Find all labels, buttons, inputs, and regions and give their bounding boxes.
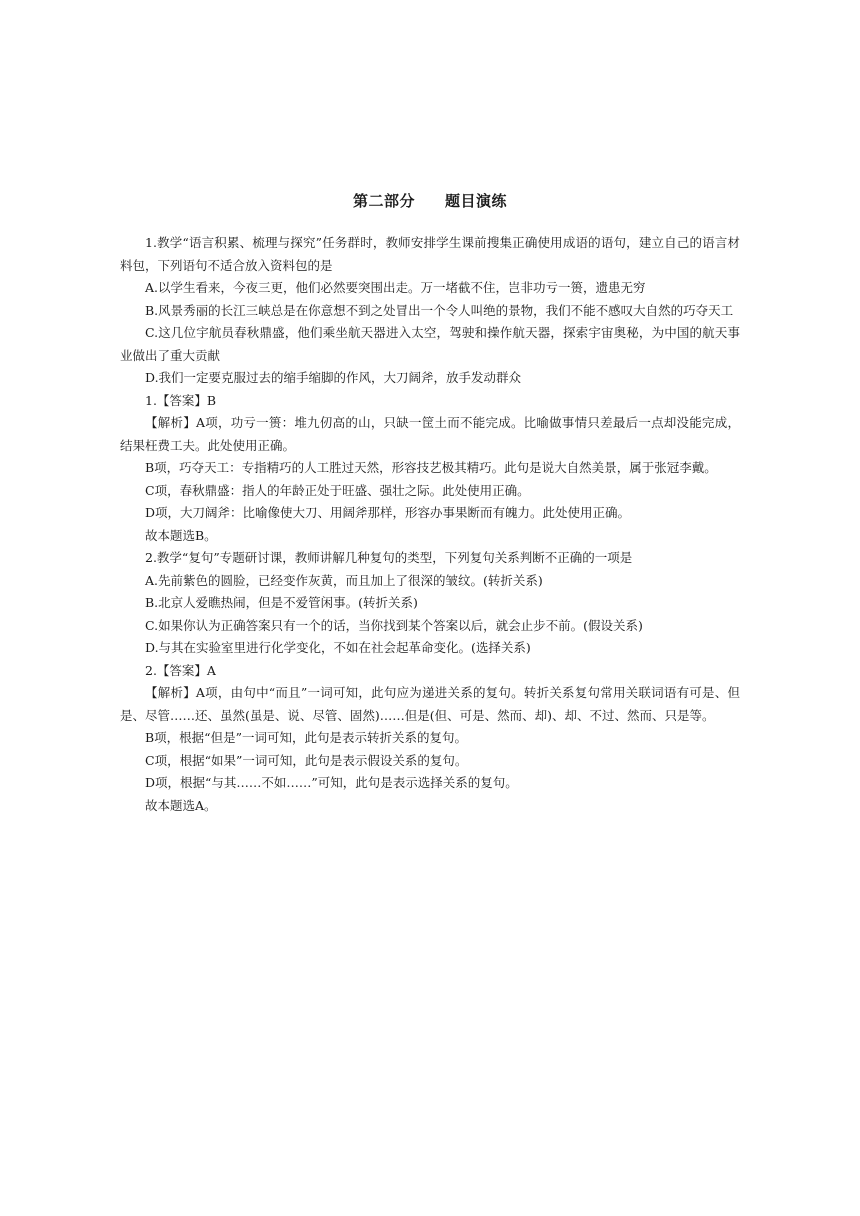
question-2-option-c: C.如果你认为正确答案只有一个的话，当你找到某个答案以后，就会止步不前。(假设关系) [145,617,643,633]
question-2-analysis-d: D项，根据“与其……不如……”可知，此句是表示选择关系的复句。 [145,775,518,790]
question-1-analysis-a: 【解析】A项，功亏一篑：堆九仞高的山，只缺一筐土而不能完成。比喻做事情只差最后一点却没能完成，结果枉费工夫。此处使用正确。 [120,415,740,453]
question-1-analysis-d: D项，大刀阔斧：比喻像使大刀、用阔斧那样，形容办事果断而有魄力。此处使用正确。 [145,505,631,520]
question-2-analysis-c: C项，根据“如果”一词可知，此句是表示假设关系的复句。 [145,752,468,768]
question-2-option-d: D.与其在实验室里进行化学变化，不如在社会起革命变化。(选择关系) [145,640,531,655]
question-2-analysis-b: B项，根据“但是”一词可知，此句是表示转折关系的复句。 [145,730,467,745]
section-title [120,190,740,212]
question-2-option-b: B.北京人爱瞧热闹，但是不爱管闲事。(转折关系) [145,595,418,610]
document-page [120,190,740,817]
question-2-conclusion: 故本题选A。 [145,797,217,813]
question-1-analysis-c: C项，春秋鼎盛：指人的年龄正处于旺盛、强壮之际。此处使用正确。 [145,482,530,498]
question-2-answer: 2.【答案】A [145,662,216,678]
question-1-stem: 1.教学“语言积累、梳理与探究”任务群时，教师安排学生课前搜集正确使用成语的语句，建立自己的语言材料包，下列语句不适合放入资料包的是 [120,235,740,273]
question-1-option-a: A.以学生看来，今夜三更，他们必然要突围出走。万一堵截不住，岂非功亏一篑，遗患无穷 [145,280,646,295]
section-name: 题目演练 [445,192,508,210]
question-2-option-a: A.先前紫色的圆脸，已经变作灰黄，而且加上了很深的皱纹。(转折关系) [145,572,543,588]
question-1-option-c: C.这几位宇航员春秋鼎盛，他们乘坐航天器进入太空，驾驶和操作航天器，探索宇宙奥秘，为中国的航天事业做出了重大贡献 [120,325,740,363]
question-1-conclusion: 故本题选B。 [145,527,217,543]
section-part: 第二部分 [352,192,415,210]
question-1-answer: 1.【答案】B [145,392,217,408]
question-1-option-b: B.风景秀丽的长江三峡总是在你意想不到之处冒出一个令人叫绝的景物，我们不能不感叹大自然的巧夺天工 [145,302,734,318]
question-1-option-d: D.我们一定要克服过去的缩手缩脚的作风，大刀阔斧，放手发动群众 [145,370,522,385]
question-2-stem: 2.教学“复句”专题研讨课，教师讲解几种复句的类型，下列复句关系判断不正确的一项是 [145,550,633,565]
question-2-analysis-a: 【解析】A项，由句中“而且”一词可知，此句应为递进关系的复句。转折关系复句常用关联词语有可是、但是、尽管……还、虽然(虽是、说、尽管、固然)……但是(但、可是、然而、却)、却、不过、然而、只是等。 [120,685,740,723]
question-1-analysis-b: B项，巧夺天工：专指精巧的人工胜过天然，形容技艺极其精巧。此句是说大自然美景，属于张冠李戴。 [145,460,717,475]
